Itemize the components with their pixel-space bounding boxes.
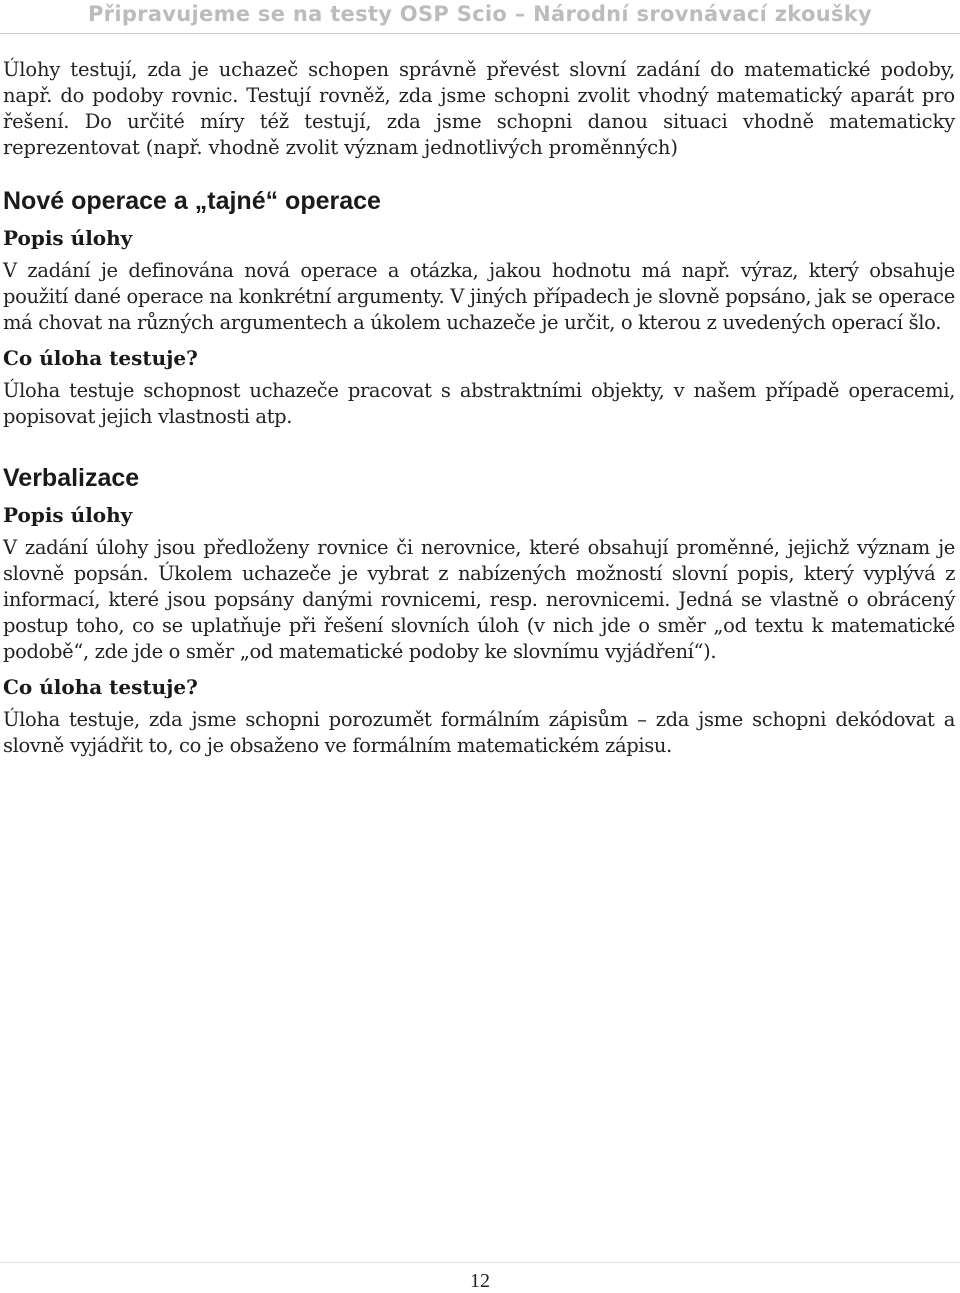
what-it-tests-heading: Co úloha testuje?: [3, 675, 198, 699]
header-divider: [0, 33, 960, 34]
task-description-text: V zadání je definována nová operace a otázka, jakou hodnotu má např. výraz, který obsahuje použití dané operace na konkrétní argumenty. V jiných případech je slovně popsáno, jak se operace má chovat na různých argumentech a úkolem uchazeče je určit, o kterou z uvedených operací šlo.: [3, 259, 955, 334]
page-number: 12: [470, 1270, 490, 1292]
page-header-title: Připravujeme se na testy OSP Scio – Národní srovnávací zkoušky: [87, 2, 872, 26]
footer-divider: [0, 1262, 960, 1263]
what-it-tests-heading: Co úloha testuje?: [3, 346, 198, 370]
what-it-tests-text: Úloha testuje, zda jsme schopni porozumět formálním zápisům – zda jsme schopni dekódovat a slovně vyjádřit to, co je obsaženo ve formálním matematickém zápisu.: [3, 708, 955, 757]
task-description-heading: Popis úlohy: [3, 503, 133, 527]
task-description-heading: Popis úlohy: [3, 226, 133, 250]
task-description-text: V zadání úlohy jsou předloženy rovnice či nerovnice, které obsahují proměnné, jejichž význam je slovně popsán. Úkolem uchazeče je vybrat z nabízených možností slovní popis, který vyplývá z informací, které jsou popsány danými rovnicemi, resp. nerovnicemi. Jedná se vlastně o obrácený postup toho, co se uplatňuje při řešení slovních úloh (v nich jde o směr „od textu k matematické podobě“, zde jde o směr „od matematické podoby ke slovnímu vyjádření“).: [3, 536, 955, 663]
what-it-tests-text: Úloha testuje schopnost uchazeče pracovat s abstraktními objekty, v našem případě operacemi, popisovat jejich vlastnosti atp.: [3, 379, 955, 428]
section-title-new-operations: Nové operace a „tajné“ operace: [3, 187, 381, 215]
document-body: [3, 57, 955, 759]
intro-paragraph: Úlohy testují, zda je uchazeč schopen správně převést slovní zadání do matematické podoby, např. do podoby rovnic. Testují rovněž, zda jsme schopni zvolit vhodný matematický aparát pro řešení. Do určité míry též testují, zda jsme schopni danou situaci vhodně matematicky reprezentovat (např. vhodně zvolit význam jednotlivých proměnných): [3, 58, 955, 159]
section-title-verbalization: Verbalizace: [3, 464, 140, 492]
